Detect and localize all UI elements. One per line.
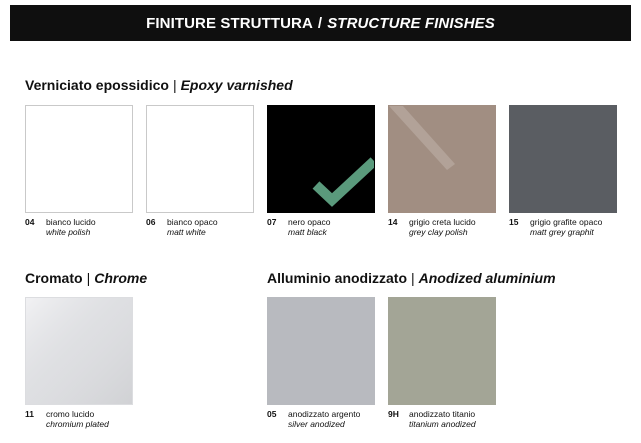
chrome-sheen — [26, 298, 132, 404]
finish-name-italian: anodizzato argento — [288, 409, 361, 419]
section-separator: | — [172, 77, 177, 93]
section-separator: | — [86, 270, 91, 286]
finish-name-english: silver anodized — [288, 419, 345, 429]
finish-name-english: grey clay polish — [409, 227, 468, 237]
banner-title-italian: FINITURE STRUTTURA — [146, 14, 313, 32]
finish-code: 05 — [267, 409, 277, 419]
swatch-9h[interactable] — [388, 297, 496, 405]
finish-code: 15 — [509, 217, 519, 227]
finish-code: 9H — [388, 409, 399, 419]
finish-name-english: white polish — [46, 227, 91, 237]
gloss-reflection — [389, 106, 495, 212]
swatch-05[interactable] — [267, 297, 375, 405]
section-title-anodized — [267, 270, 556, 286]
banner-separator: / — [317, 14, 323, 32]
section-title-chrome — [25, 270, 147, 286]
finish-name-english: chromium plated — [46, 419, 109, 429]
section-title-italian: Verniciato epossidico — [25, 77, 169, 93]
finish-code: 06 — [146, 217, 156, 227]
section-title-italian: Cromato — [25, 270, 83, 286]
swatch-14[interactable] — [388, 105, 496, 213]
finish-name-english: matt white — [167, 227, 206, 237]
swatch-06[interactable] — [146, 105, 254, 213]
section-title-english: Epoxy varnished — [180, 77, 293, 93]
finish-name-english: matt grey graphit — [530, 227, 594, 237]
finish-code: 11 — [25, 409, 34, 419]
finish-name-italian: anodizzato titanio — [409, 409, 476, 419]
finish-name-italian: bianco lucido — [46, 217, 96, 227]
section-title-english: Chrome — [94, 270, 148, 286]
swatch-04[interactable] — [25, 105, 133, 213]
finish-name-english: matt black — [288, 227, 327, 237]
swatch-07[interactable] — [267, 105, 375, 213]
finish-code: 07 — [267, 217, 277, 227]
finish-name-italian: grigio grafite opaco — [530, 217, 603, 227]
swatch-11[interactable] — [25, 297, 133, 405]
finish-code: 14 — [388, 217, 398, 227]
finish-name-italian: grigio creta lucido — [409, 217, 476, 227]
finish-name-english: titanium anodized — [409, 419, 476, 429]
finish-name-italian: cromo lucido — [46, 409, 95, 419]
section-title-epoxy — [25, 77, 293, 93]
section-title-italian: Alluminio anodizzato — [267, 270, 407, 286]
swatch-15[interactable] — [509, 105, 617, 213]
finish-name-italian: bianco opaco — [167, 217, 218, 227]
checkmark-icon — [268, 106, 374, 212]
section-separator: | — [411, 270, 415, 286]
header-banner — [10, 5, 631, 41]
finish-code: 04 — [25, 217, 35, 227]
finish-name-italian: nero opaco — [288, 217, 331, 227]
banner-title-english: STRUCTURE FINISHES — [327, 14, 495, 32]
section-title-english: Anodized aluminium — [418, 270, 556, 286]
